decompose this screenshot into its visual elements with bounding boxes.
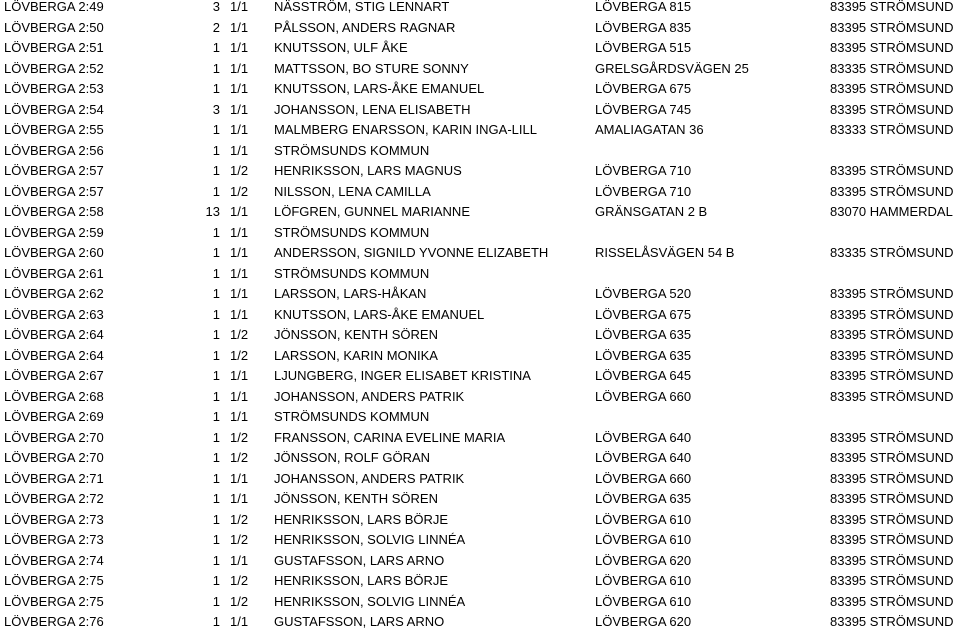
postal-city: 83070 HAMMERDAL <box>830 204 953 219</box>
unit-count: 1 <box>212 573 220 588</box>
postal-city: 83395 STRÖMSUND <box>830 347 954 363</box>
owner-name: JOHANSSON, ANDERS PATRIK <box>274 470 465 486</box>
ownership-share: 1/1 <box>230 552 249 568</box>
table-row <box>0 284 960 305</box>
property-designation: LÖVBERGA 2:69 <box>4 409 104 424</box>
unit-count: 1 <box>212 614 220 629</box>
unit-count: 1 <box>212 40 220 55</box>
postal-city: 83395 STRÖMSUND <box>830 101 954 117</box>
table-row <box>0 0 960 18</box>
owner-name: GUSTAFSSON, LARS ARNO <box>274 614 445 629</box>
table-row <box>0 223 960 244</box>
unit-count: 1 <box>212 552 220 568</box>
property-designation: LÖVBERGA 2:59 <box>4 224 104 240</box>
unit-count: 1 <box>212 429 220 445</box>
unit-count: 1 <box>212 245 220 260</box>
ownership-share: 1/1 <box>230 122 249 137</box>
unit-count: 1 <box>212 60 220 76</box>
owner-address: LÖVBERGA 815 <box>595 0 692 14</box>
owner-address: LÖVBERGA 675 <box>595 81 692 96</box>
postal-city: 83395 STRÖMSUND <box>830 593 954 609</box>
property-designation: LÖVBERGA 2:64 <box>4 347 104 363</box>
table-row <box>0 612 960 633</box>
table-row <box>0 346 960 367</box>
ownership-share: 1/1 <box>230 60 249 76</box>
owner-name: HENRIKSSON, SOLVIG LINNÉA <box>274 593 466 609</box>
postal-city: 83395 STRÖMSUND <box>830 552 954 568</box>
owner-address: LÖVBERGA 635 <box>595 491 692 506</box>
postal-city: 83395 STRÖMSUND <box>830 450 954 465</box>
owner-name: PÅLSSON, ANDERS RAGNAR <box>274 19 456 35</box>
property-designation: LÖVBERGA 2:50 <box>4 19 104 35</box>
table-row <box>0 18 960 39</box>
table-row <box>0 100 960 121</box>
property-designation: LÖVBERGA 2:56 <box>4 142 104 158</box>
owner-name: LARSSON, KARIN MONIKA <box>274 347 438 363</box>
ownership-share: 1/1 <box>230 265 249 281</box>
unit-count: 1 <box>212 306 220 322</box>
postal-city: 83395 STRÖMSUND <box>830 286 954 301</box>
ownership-share: 1/2 <box>230 511 249 527</box>
table-row <box>0 59 960 80</box>
property-designation: LÖVBERGA 2:72 <box>4 491 104 506</box>
unit-count: 1 <box>212 511 220 527</box>
owner-name: HENRIKSSON, SOLVIG LINNÉA <box>274 532 466 547</box>
ownership-share: 1/2 <box>230 593 249 609</box>
table-row <box>0 469 960 490</box>
property-designation: LÖVBERGA 2:68 <box>4 388 104 404</box>
ownership-share: 1/1 <box>230 224 249 240</box>
ownership-share: 1/1 <box>230 388 249 404</box>
unit-count: 1 <box>212 163 220 178</box>
table-row <box>0 366 960 387</box>
unit-count: 1 <box>212 532 220 547</box>
table-row <box>0 38 960 59</box>
property-designation: LÖVBERGA 2:70 <box>4 450 104 465</box>
property-designation: LÖVBERGA 2:73 <box>4 511 104 527</box>
owner-name: JÖNSSON, KENTH SÖREN <box>274 491 438 506</box>
property-designation: LÖVBERGA 2:51 <box>4 40 104 55</box>
table-row <box>0 387 960 408</box>
ownership-share: 1/1 <box>230 204 249 219</box>
ownership-share: 1/2 <box>230 429 249 445</box>
unit-count: 1 <box>212 142 220 158</box>
ownership-share: 1/1 <box>230 245 249 260</box>
ownership-share: 1/2 <box>230 573 249 588</box>
unit-count: 1 <box>212 388 220 404</box>
owner-name: STRÖMSUNDS KOMMUN <box>274 224 430 240</box>
property-designation: LÖVBERGA 2:76 <box>4 614 104 629</box>
ownership-share: 1/2 <box>230 347 249 363</box>
owner-address: LÖVBERGA 620 <box>595 614 692 629</box>
postal-city: 83395 STRÖMSUND <box>830 19 954 35</box>
owner-address: GRÄNSGATAN 2 B <box>595 204 708 219</box>
property-designation: LÖVBERGA 2:54 <box>4 101 104 117</box>
table-row <box>0 182 960 203</box>
owner-name: JOHANSSON, ANDERS PATRIK <box>274 388 465 404</box>
table-row <box>0 510 960 531</box>
unit-count: 3 <box>212 0 220 14</box>
owner-address: LÖVBERGA 610 <box>595 593 692 609</box>
owner-address: LÖVBERGA 620 <box>595 552 692 568</box>
ownership-share: 1/2 <box>230 450 249 465</box>
owner-address: LÖVBERGA 675 <box>595 306 692 322</box>
unit-count: 1 <box>212 470 220 486</box>
postal-city: 83333 STRÖMSUND <box>830 122 954 137</box>
owner-name: HENRIKSSON, LARS MAGNUS <box>274 163 462 178</box>
owner-name: NÄSSTRÖM, STIG LENNART <box>274 0 450 14</box>
ownership-share: 1/1 <box>230 491 249 506</box>
property-designation: LÖVBERGA 2:58 <box>4 204 104 219</box>
owner-name: LJUNGBERG, INGER ELISABET KRISTINA <box>274 368 531 383</box>
owner-address: LÖVBERGA 610 <box>595 573 692 588</box>
owner-name: JOHANSSON, LENA ELISABETH <box>274 101 471 117</box>
postal-city: 83395 STRÖMSUND <box>830 81 954 96</box>
ownership-share: 1/2 <box>230 183 249 199</box>
property-designation: LÖVBERGA 2:75 <box>4 593 104 609</box>
postal-city: 83335 STRÖMSUND <box>830 60 954 76</box>
owner-address: LÖVBERGA 515 <box>595 40 692 55</box>
unit-count: 1 <box>212 122 220 137</box>
postal-city: 83395 STRÖMSUND <box>830 40 954 55</box>
ownership-share: 1/1 <box>230 142 249 158</box>
owner-name: HENRIKSSON, LARS BÖRJE <box>274 511 449 527</box>
ownership-share: 1/1 <box>230 286 249 301</box>
ownership-share: 1/1 <box>230 614 249 629</box>
ownership-share: 1/1 <box>230 19 249 35</box>
owner-address: LÖVBERGA 635 <box>595 347 692 363</box>
property-designation: LÖVBERGA 2:74 <box>4 552 104 568</box>
table-row <box>0 305 960 326</box>
ownership-share: 1/1 <box>230 101 249 117</box>
table-row <box>0 161 960 182</box>
ownership-share: 1/1 <box>230 306 249 322</box>
owner-name: KNUTSSON, LARS-ÅKE EMANUEL <box>274 306 485 322</box>
postal-city: 83395 STRÖMSUND <box>830 183 954 199</box>
unit-count: 1 <box>212 265 220 281</box>
owner-name: LARSSON, LARS-HÅKAN <box>274 286 427 301</box>
owner-name: LÖFGREN, GUNNEL MARIANNE <box>274 204 470 219</box>
property-designation: LÖVBERGA 2:55 <box>4 122 104 137</box>
unit-count: 13 <box>205 204 220 219</box>
unit-count: 1 <box>212 81 220 96</box>
property-designation: LÖVBERGA 2:75 <box>4 573 104 588</box>
property-designation: LÖVBERGA 2:73 <box>4 532 104 547</box>
postal-city: 83395 STRÖMSUND <box>830 470 954 486</box>
unit-count: 1 <box>212 327 220 342</box>
table-row <box>0 120 960 141</box>
property-designation: LÖVBERGA 2:60 <box>4 245 104 260</box>
ownership-share: 1/2 <box>230 163 249 178</box>
owner-name: JÖNSSON, KENTH SÖREN <box>274 327 438 342</box>
unit-count: 1 <box>212 450 220 465</box>
postal-city: 83395 STRÖMSUND <box>830 491 954 506</box>
owner-name: STRÖMSUNDS KOMMUN <box>274 142 430 158</box>
property-designation: LÖVBERGA 2:53 <box>4 81 104 96</box>
postal-city: 83395 STRÖMSUND <box>830 573 954 588</box>
property-designation: LÖVBERGA 2:52 <box>4 60 104 76</box>
unit-count: 1 <box>212 224 220 240</box>
property-designation: LÖVBERGA 2:71 <box>4 470 104 486</box>
table-row <box>0 407 960 428</box>
property-designation: LÖVBERGA 2:57 <box>4 163 104 178</box>
table-row <box>0 592 960 613</box>
property-designation: LÖVBERGA 2:61 <box>4 265 104 281</box>
ownership-share: 1/1 <box>230 368 249 383</box>
table-row <box>0 325 960 346</box>
property-designation: LÖVBERGA 2:70 <box>4 429 104 445</box>
ownership-share: 1/1 <box>230 0 249 14</box>
owner-address: LÖVBERGA 710 <box>595 163 692 178</box>
unit-count: 1 <box>212 409 220 424</box>
unit-count: 1 <box>212 286 220 301</box>
ownership-share: 1/1 <box>230 81 249 96</box>
table-row <box>0 243 960 264</box>
owner-address: LÖVBERGA 835 <box>595 19 692 35</box>
owner-name: STRÖMSUNDS KOMMUN <box>274 265 430 281</box>
owner-name: JÖNSSON, ROLF GÖRAN <box>274 450 431 465</box>
owner-name: HENRIKSSON, LARS BÖRJE <box>274 573 449 588</box>
table-row <box>0 551 960 572</box>
table-row <box>0 571 960 592</box>
postal-city: 83395 STRÖMSUND <box>830 511 954 527</box>
owner-address: LÖVBERGA 640 <box>595 450 692 465</box>
owner-name: ANDERSSON, SIGNILD YVONNE ELIZABETH <box>274 245 549 260</box>
table-row <box>0 530 960 551</box>
ownership-share: 1/1 <box>230 409 249 424</box>
table-row <box>0 489 960 510</box>
table-row <box>0 202 960 223</box>
table-row <box>0 448 960 469</box>
owner-address: LÖVBERGA 745 <box>595 101 692 117</box>
owner-name: MALMBERG ENARSSON, KARIN INGA-LILL <box>274 122 537 137</box>
table-row <box>0 141 960 162</box>
owner-address: GRELSGÅRDSVÄGEN 25 <box>595 60 749 76</box>
ownership-share: 1/1 <box>230 470 249 486</box>
owner-address: LÖVBERGA 520 <box>595 286 692 301</box>
owner-address: LÖVBERGA 640 <box>595 429 692 445</box>
postal-city: 83335 STRÖMSUND <box>830 245 954 260</box>
postal-city: 83395 STRÖMSUND <box>830 388 954 404</box>
ownership-share: 1/2 <box>230 327 249 342</box>
property-designation: LÖVBERGA 2:64 <box>4 327 104 342</box>
property-designation: LÖVBERGA 2:62 <box>4 286 104 301</box>
postal-city: 83395 STRÖMSUND <box>830 532 954 547</box>
owner-address: LÖVBERGA 660 <box>595 388 692 404</box>
postal-city: 83395 STRÖMSUND <box>830 163 954 178</box>
property-designation: LÖVBERGA 2:49 <box>4 0 104 14</box>
owner-name: FRANSSON, CARINA EVELINE MARIA <box>274 429 506 445</box>
unit-count: 1 <box>212 347 220 363</box>
owner-address: LÖVBERGA 645 <box>595 368 692 383</box>
owner-name: KNUTSSON, ULF ÅKE <box>274 40 408 55</box>
owner-name: NILSSON, LENA CAMILLA <box>274 183 431 199</box>
owner-address: LÖVBERGA 710 <box>595 183 692 199</box>
postal-city: 83395 STRÖMSUND <box>830 368 954 383</box>
owner-address: LÖVBERGA 610 <box>595 532 692 547</box>
unit-count: 1 <box>212 368 220 383</box>
owner-address: AMALIAGATAN 36 <box>595 122 704 137</box>
owner-address: LÖVBERGA 635 <box>595 327 692 342</box>
postal-city: 83395 STRÖMSUND <box>830 306 954 322</box>
owner-name: STRÖMSUNDS KOMMUN <box>274 409 430 424</box>
table-row <box>0 428 960 449</box>
ownership-share: 1/1 <box>230 40 249 55</box>
unit-count: 2 <box>212 19 220 35</box>
property-designation: LÖVBERGA 2:63 <box>4 306 104 322</box>
property-designation: LÖVBERGA 2:57 <box>4 183 104 199</box>
unit-count: 1 <box>212 593 220 609</box>
postal-city: 83395 STRÖMSUND <box>830 0 954 14</box>
table-row <box>0 264 960 285</box>
owner-address: RISSELÅSVÄGEN 54 B <box>595 245 735 260</box>
owner-name: GUSTAFSSON, LARS ARNO <box>274 552 445 568</box>
owner-name: KNUTSSON, LARS-ÅKE EMANUEL <box>274 81 485 96</box>
unit-count: 1 <box>212 183 220 199</box>
unit-count: 1 <box>212 491 220 506</box>
owner-address: LÖVBERGA 660 <box>595 470 692 486</box>
owner-address: LÖVBERGA 610 <box>595 511 692 527</box>
table-row <box>0 79 960 100</box>
owner-name: MATTSSON, BO STURE SONNY <box>274 60 469 76</box>
postal-city: 83395 STRÖMSUND <box>830 429 954 445</box>
ownership-share: 1/2 <box>230 532 249 547</box>
postal-city: 83395 STRÖMSUND <box>830 327 954 342</box>
postal-city: 83395 STRÖMSUND <box>830 614 954 629</box>
unit-count: 3 <box>212 101 220 117</box>
property-designation: LÖVBERGA 2:67 <box>4 368 104 383</box>
